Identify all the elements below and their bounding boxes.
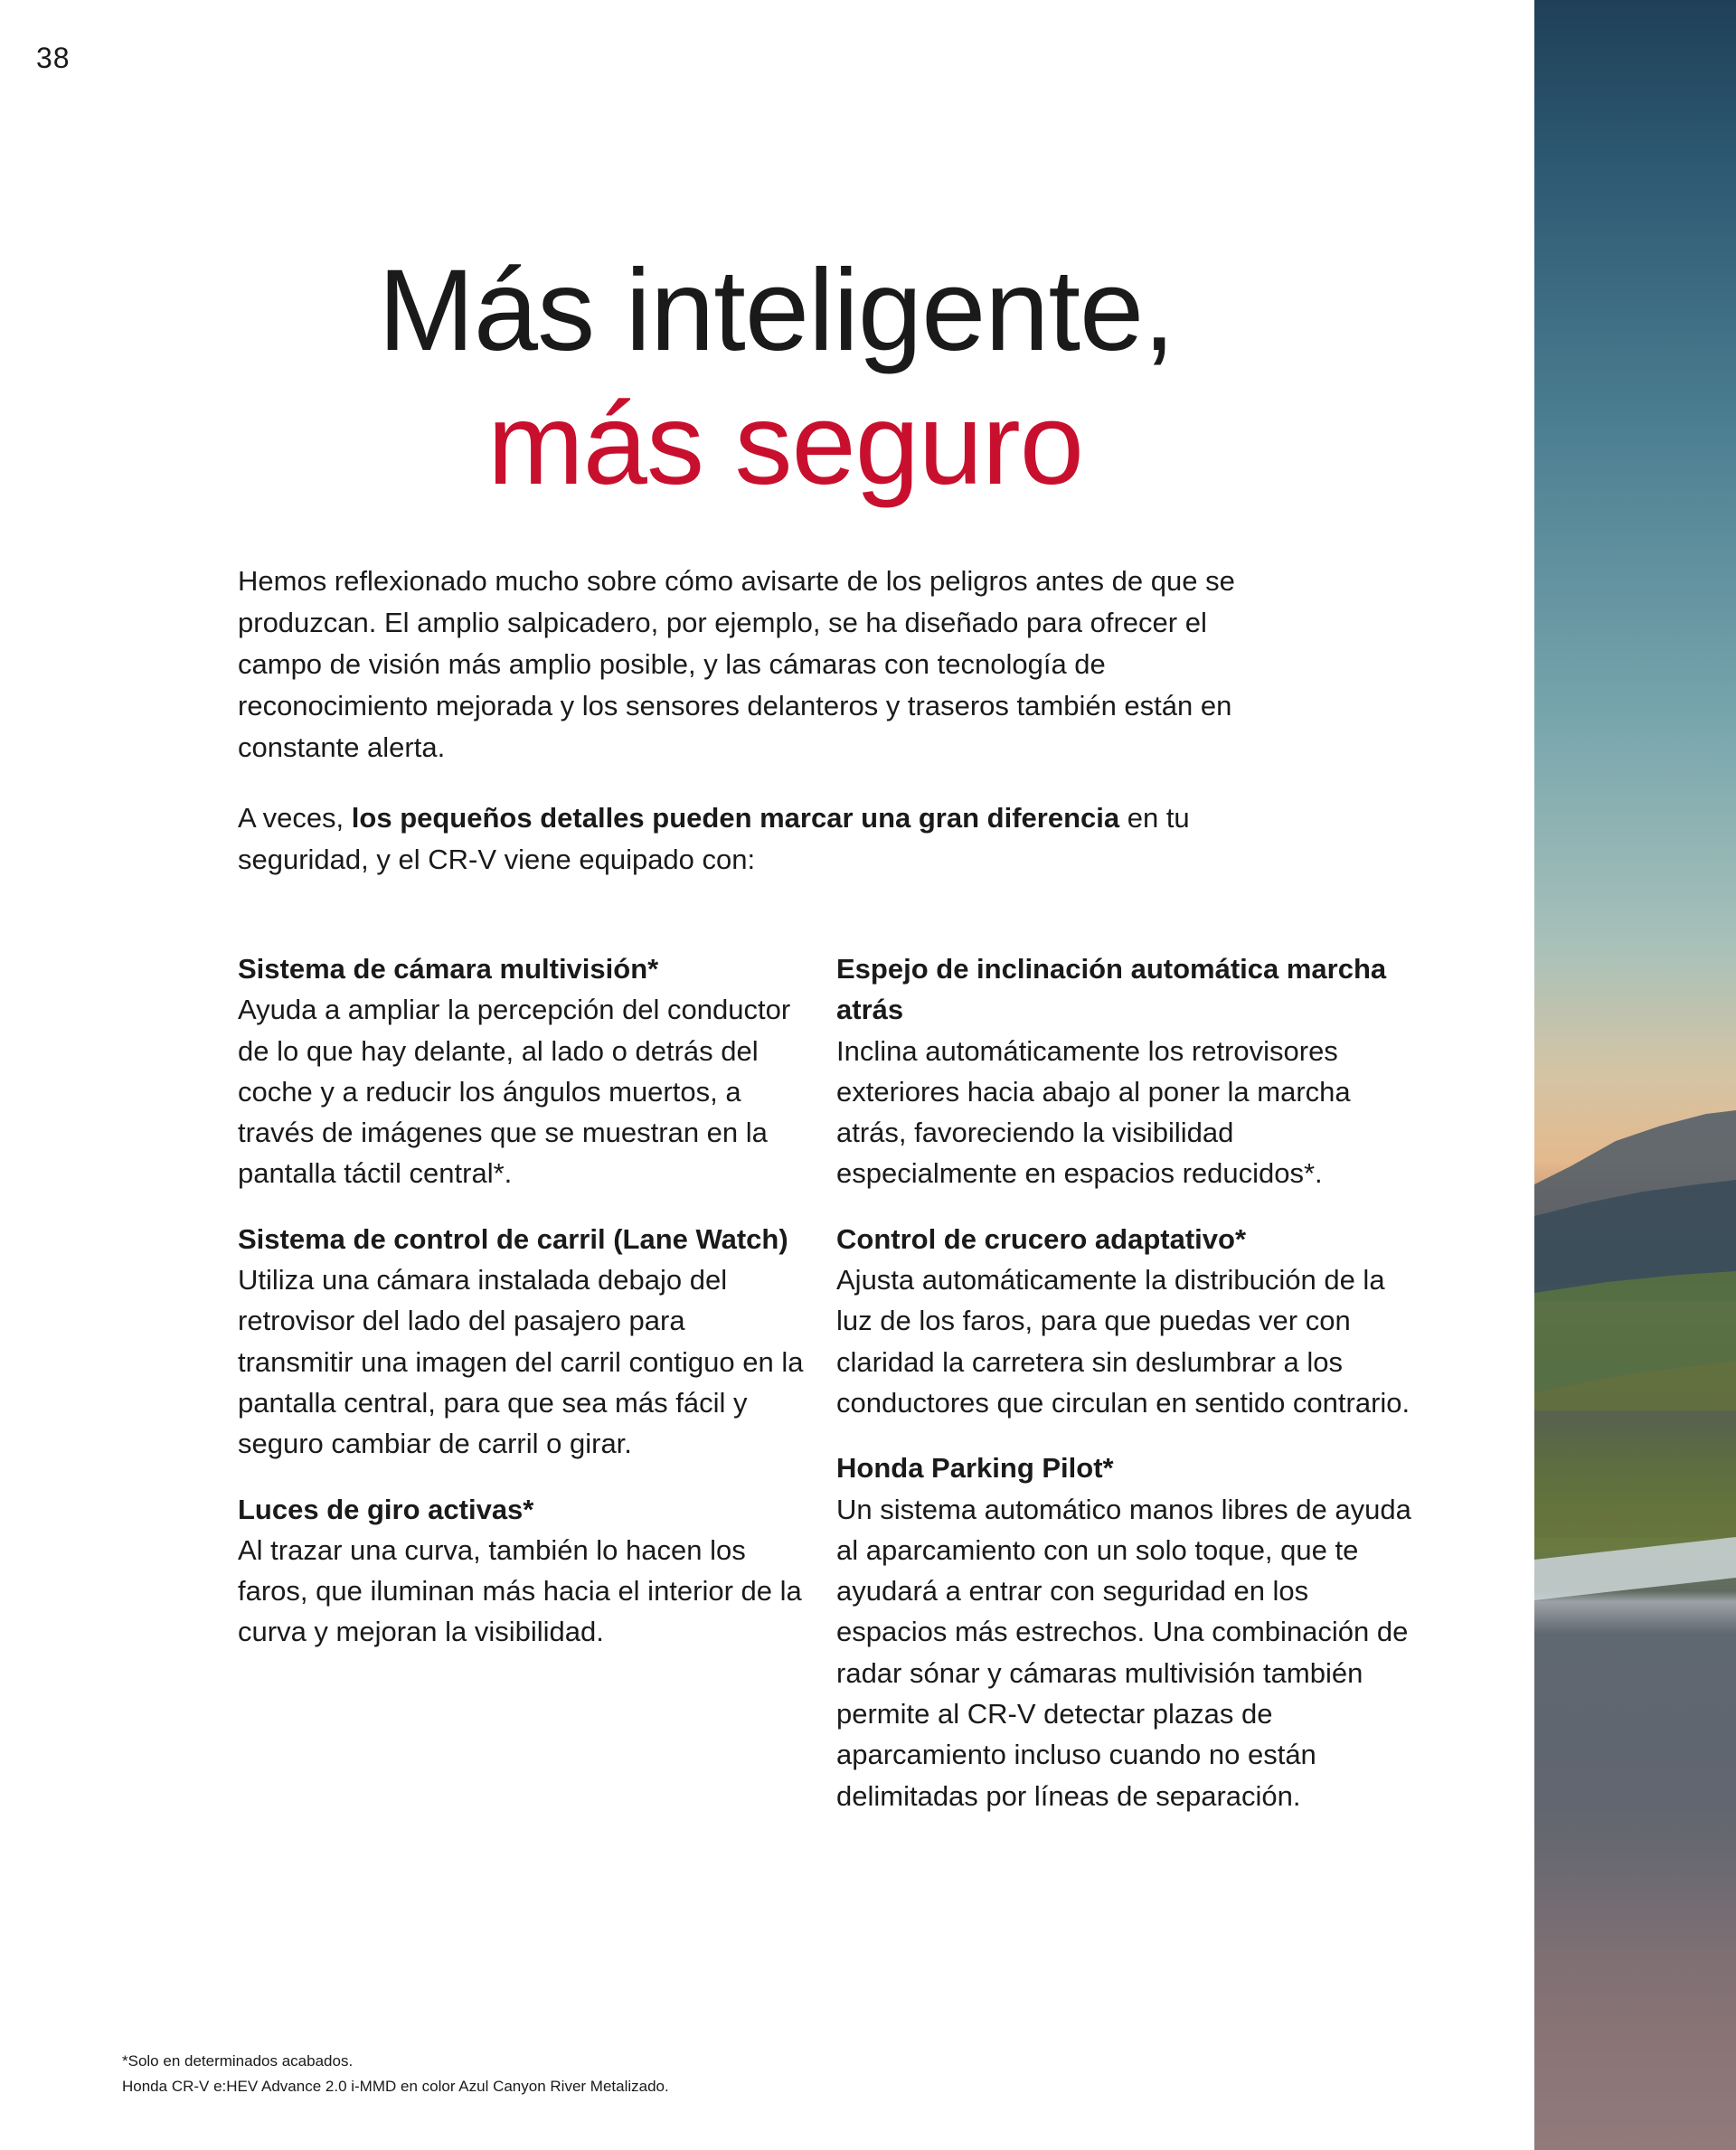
feature-title: Luces de giro activas* [238, 1493, 534, 1525]
feature-reverse-tilt-mirror [836, 948, 1415, 1194]
landscape-photo [1534, 0, 1736, 2150]
feature-body: Ajusta automáticamente la distribución de la luz de los faros, para que puedas ver con claridad la carretera sin deslumbrar a los conductores que circulan en sentido contrario. [836, 1264, 1410, 1419]
feature-active-cornering-lights [238, 1489, 807, 1653]
feature-adaptive-cruise-control [836, 1219, 1415, 1423]
title-line-1: Más inteligente, [378, 246, 1175, 375]
page-title [0, 244, 1534, 512]
features-right-column [836, 948, 1415, 1841]
feature-title: Sistema de cámara multivisión* [238, 953, 659, 985]
feature-body: Un sistema automático manos libres de ayuda al aparcamiento con un solo toque, que te ayudará a entrar con seguridad en los espacios más estrechos. Una combinación de radar sónar y cámaras multivisión también permite al CR-V detectar plazas de aparcamiento incluso cuando no están delimitadas por líneas de separación. [836, 1493, 1411, 1812]
lead-paragraph [238, 797, 1278, 881]
feature-body: Ayuda a ampliar la percepción del conductor de lo que hay delante, al lado o detrás del coche y a reducir los ángulos muertos, a través de imágenes que se muestran en la pantalla táctil central*. [238, 994, 791, 1190]
feature-honda-parking-pilot [836, 1447, 1415, 1816]
title-line-2: más seguro [487, 380, 1083, 509]
lead-prefix: A veces, [238, 802, 352, 834]
intro-paragraph: Hemos reflexionado mucho sobre cómo avisarte de los peligros antes de que se produzcan. El amplio salpicadero, por ejemplo, se ha diseñado para ofrecer el campo de visión más amplio posible, y las cámaras con tecnología de reconocimiento mejorada y los sensores delanteros y traseros también están en constante alerta. [238, 565, 1235, 763]
feature-title: Espejo de inclinación automática marcha atrás [836, 953, 1387, 1026]
feature-title: Control de crucero adaptativo* [836, 1222, 1247, 1255]
feature-title: Sistema de control de carril (Lane Watch) [238, 1222, 788, 1255]
footnotes [122, 2049, 669, 2099]
feature-title: Honda Parking Pilot* [836, 1452, 1114, 1485]
feature-body: Al trazar una curva, también lo hacen los faros, que iluminan más hacia el interior de la curva y mejoran la visibilidad. [238, 1533, 802, 1648]
lead-bold: los pequeños detalles pueden marcar una gran diferencia [351, 802, 1120, 834]
feature-lane-watch [238, 1219, 807, 1465]
footnote-trim-levels: *Solo en determinados acabados. [122, 2052, 354, 2070]
feature-multiview-camera [238, 948, 807, 1194]
page-number: 38 [36, 42, 71, 74]
footnote-model-color: Honda CR-V e:HEV Advance 2.0 i-MMD en color Azul Canyon River Metalizado. [122, 2078, 669, 2095]
features-left-column [238, 948, 807, 1677]
feature-body: Utiliza una cámara instalada debajo del retrovisor del lado del pasajero para transmitir una imagen del carril contiguo en la pantalla central, para que sea más fácil y seguro cambiar de carril o girar. [238, 1264, 804, 1460]
feature-body: Inclina automáticamente los retrovisores exteriores hacia abajo al poner la marcha atrás, favoreciendo la visibilidad especialmente en espacios reducidos*. [836, 1034, 1351, 1190]
landscape-photo-graphic [1534, 0, 1736, 2150]
lead-suffix: en tu seguridad, y el CR-V viene equipado con: [238, 802, 1190, 875]
